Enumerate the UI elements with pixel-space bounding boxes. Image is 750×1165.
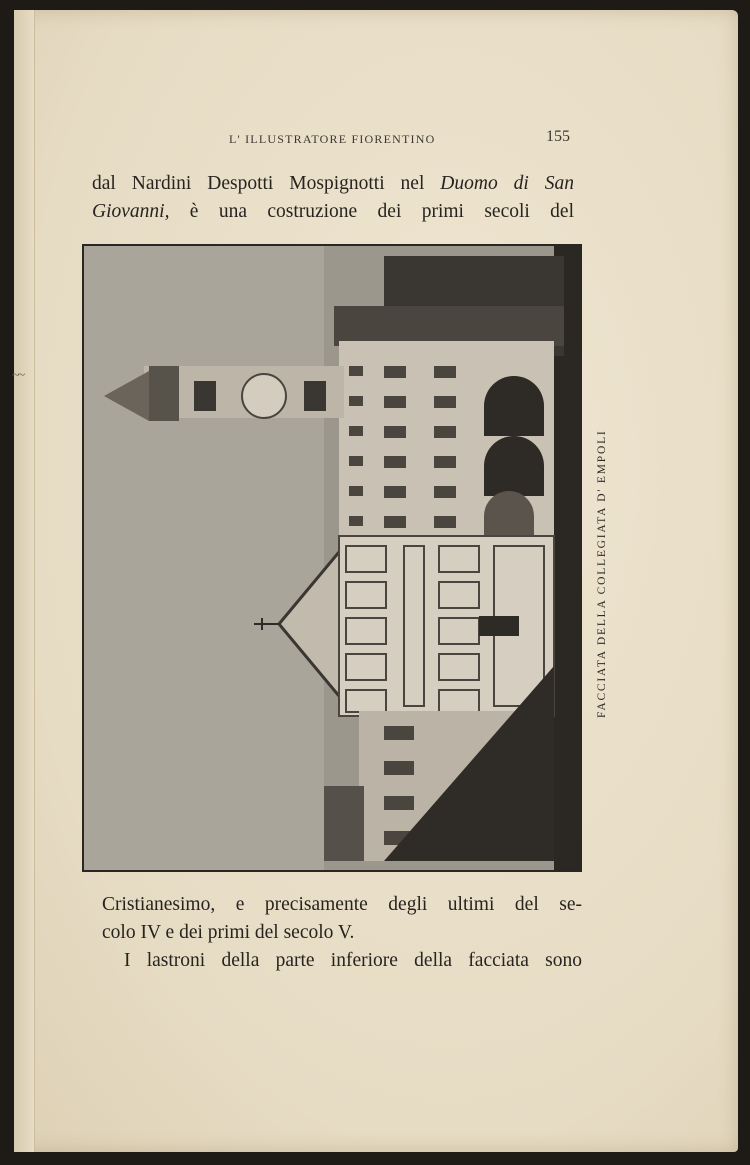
body-line-4: colo IV e dei primi del secolo V. [102, 922, 355, 943]
italic-title: Duomo di San [440, 173, 574, 194]
body-text: dal Nardini Despotti Mospignotti nel [92, 173, 441, 194]
body-line-3: Cristianesimo, e precisamente degli ultimi del se- [102, 894, 582, 915]
page-number: 155 [546, 128, 570, 145]
body-line-2 [92, 199, 574, 225]
page-gutter-edge [14, 10, 35, 1152]
church-facade-photo [82, 244, 582, 872]
italic-title: Giovanni, [92, 201, 170, 222]
body-text: è una costruzione dei primi secoli del [169, 201, 574, 222]
body-line-1 [92, 171, 574, 197]
figure-caption: FACCIATA DELLA COLLEGIATA D' EMPOLI [596, 429, 608, 718]
body-line-5: I lastroni della parte inferiore della facciata sono [124, 950, 582, 971]
running-header [14, 128, 738, 152]
binding-thread-icon: ~~ [12, 368, 24, 383]
running-title: L' ILLUSTRATORE FIORENTINO [229, 132, 436, 146]
book-page [14, 10, 738, 1152]
church-facade-illustration [84, 246, 580, 870]
